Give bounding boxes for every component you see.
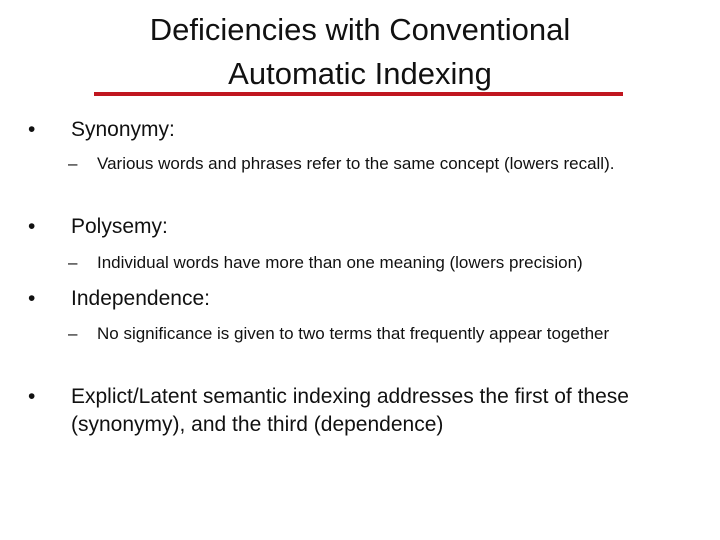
sub-bullet-text: No significance is given to two terms that frequently appear together <box>97 324 610 343</box>
sub-bullet-marker: – <box>68 154 78 173</box>
bullet-text: Independence: <box>71 287 210 310</box>
sub-bullet-synonymy <box>68 152 668 175</box>
title-underline <box>94 92 623 96</box>
sub-bullet-polysemy <box>68 251 668 274</box>
bullet-text: Explict/Latent semantic indexing addresses the first of these (synonymy), and the third (dependence) <box>71 385 629 436</box>
bullet-semantic-indexing <box>28 383 688 439</box>
bullet-marker: • <box>28 287 36 310</box>
bullet-text: Polysemy: <box>71 215 168 238</box>
slide-title-line-2: Automatic Indexing <box>228 56 492 91</box>
bullet-marker: • <box>28 118 36 141</box>
sub-bullet-marker: – <box>68 324 78 343</box>
slide-title <box>60 8 660 96</box>
sub-bullet-text: Individual words have more than one meaning (lowers precision) <box>97 253 583 272</box>
bullet-marker: • <box>28 215 36 238</box>
bullet-marker: • <box>28 385 36 408</box>
sub-bullet-independence <box>68 322 668 345</box>
sub-bullet-marker: – <box>68 253 78 272</box>
slide-title-line-1: Deficiencies with Conventional <box>149 12 571 47</box>
sub-bullet-text: Various words and phrases refer to the same concept (lowers recall). <box>97 154 615 173</box>
bullet-polysemy <box>28 213 688 241</box>
bullet-text: Synonymy: <box>71 118 175 141</box>
bullet-independence <box>28 285 688 313</box>
bullet-synonymy <box>28 116 688 144</box>
